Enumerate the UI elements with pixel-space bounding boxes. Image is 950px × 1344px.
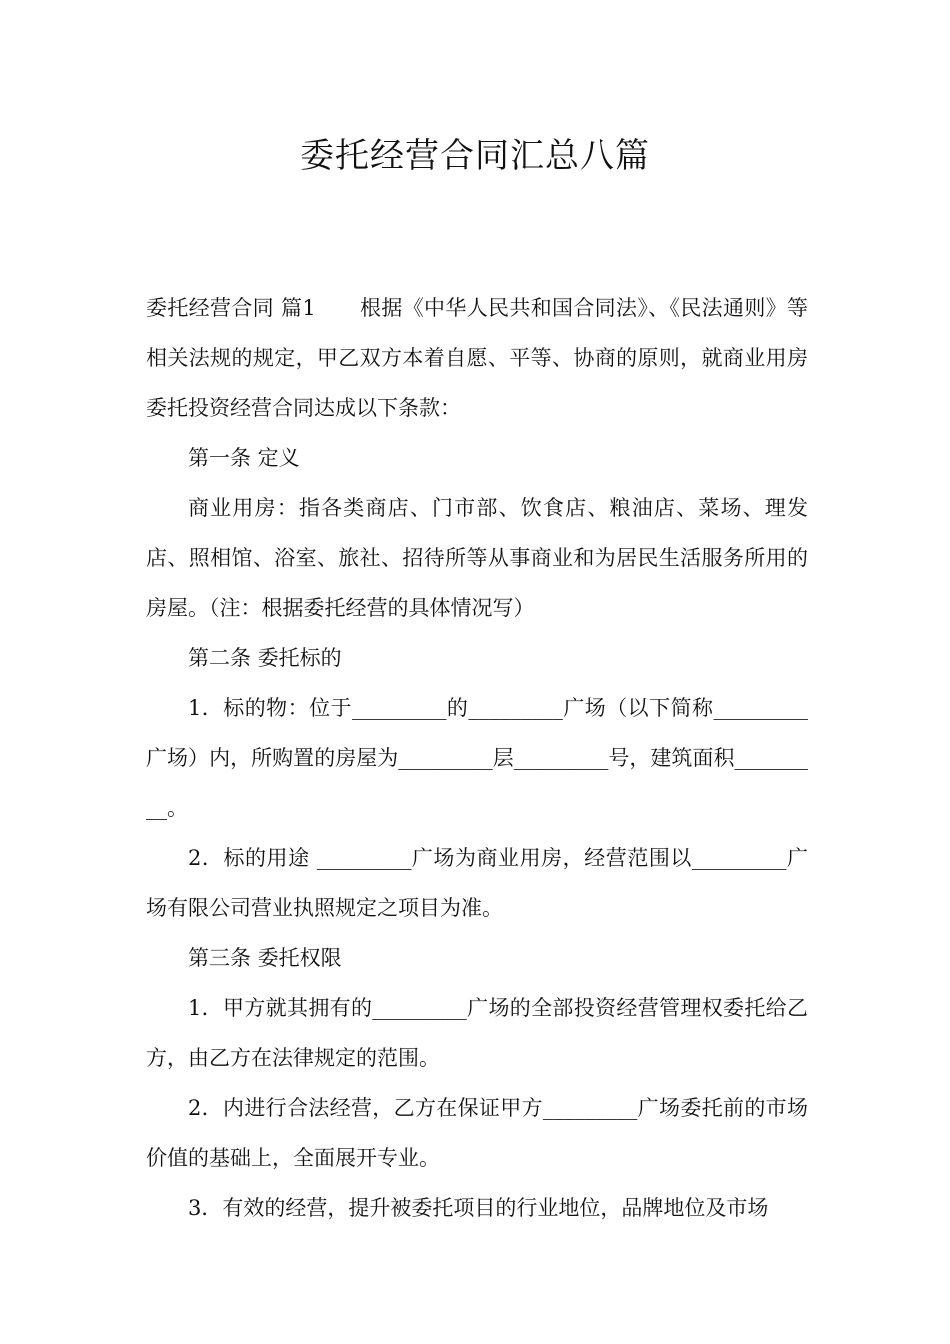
intro-paragraph — [146, 283, 808, 433]
section-label: 委托经营合同 篇1 — [146, 296, 316, 320]
article-heading: 第二条 委托标的 — [188, 646, 342, 670]
paragraph-text: 商业用房：指各类商店、门市部、饮食店、粮油店、菜场、理发店、照相馆、浴室、旅社、招待所等从事商业和为居民生活服务所用的房屋。（注：根据委托经营的具体情况写） — [146, 496, 808, 620]
paragraph-text: 2．内进行合法经营，乙方在保证甲方_________广场委托前的市场价值的基础上，全面展开专业。 — [146, 1096, 808, 1170]
document-body — [146, 283, 808, 1233]
paragraph-text: 1．甲方就其拥有的_________广场的全部投资经营管理权委托给乙方，由乙方在法律规定的范围。 — [146, 996, 808, 1070]
document-title: 委托经营合同汇总八篇 — [300, 136, 650, 176]
paragraph-text: 1．标的物：位于_________的_________广场（以下简称_________广场）内，所购置的房屋为_________层_________号，建筑面积_________。 — [146, 696, 808, 820]
paragraph-text: 2．标的用途 _________广场为商业用房，经营范围以_________广场有限公司营业执照规定之项目为准。 — [146, 846, 808, 920]
paragraph-text: 3．有效的经营，提升被委托项目的行业地位，品牌地位及市场 — [188, 1196, 769, 1220]
article-heading: 第一条 定义 — [188, 446, 300, 470]
article-heading: 第三条 委托权限 — [188, 946, 342, 970]
paragraph-text: 根据《中华人民共和国合同法》、《民法通则》等相关法规的规定，甲乙双方本着自愿、平等、协商的原则，就商业用房委托投资经营合同达成以下条款： — [146, 296, 809, 420]
